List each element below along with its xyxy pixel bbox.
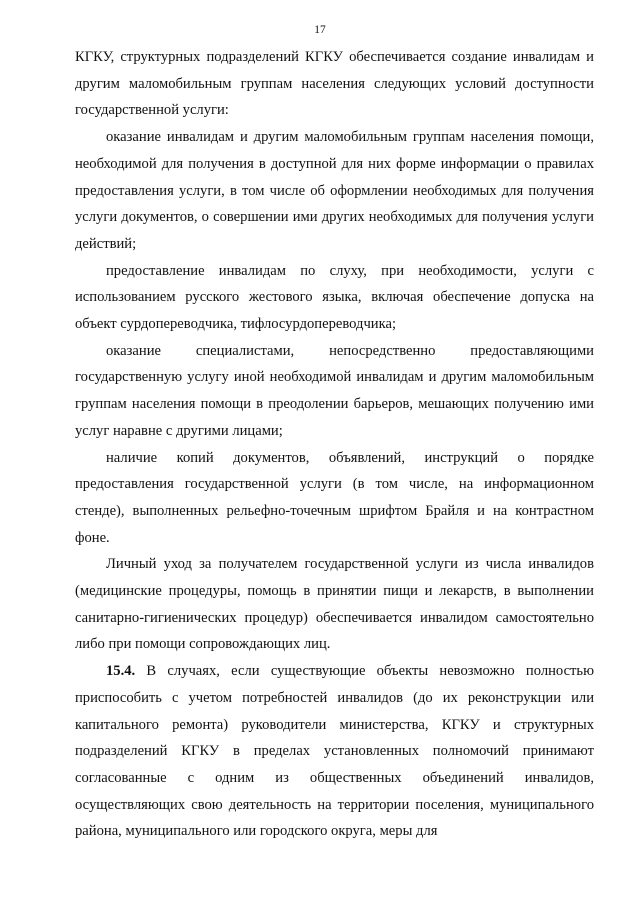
paragraph-continuation: КГКУ, структурных подразделений КГКУ обеспечивается создание инвалидам и другим маломобильным группам населения следующих условий доступности государственной услуги:: [75, 49, 594, 119]
section-number: 15.4.: [106, 663, 136, 680]
page-number: 17: [314, 24, 326, 36]
paragraph-personal-care: Личный уход за получателем государственной услуги из числа инвалидов (медицинские процедуры, помощь в принятии пищи и лекарств, в выполнении санитарно-гигиенических процедур) обеспечивается инвалидом самостоятельно либо при помощи сопровождающих лиц.: [75, 556, 594, 653]
paragraph-sign-language: предоставление инвалидам по слуху, при необходимости, услуги с использованием русского жестового языка, включая обеспечение допуска на объект сурдопереводчика, тифлосурдопереводчика;: [75, 262, 594, 333]
paragraph-braille: наличие копий документов, объявлений, инструкций о порядке предоставления государственной услуги (в том числе, на информационном стенде), выполненных рельефно-точечным шрифтом Брайля и на контрастном фоне.: [75, 449, 594, 546]
document-body: [75, 44, 594, 845]
paragraph-15-4: [75, 658, 594, 845]
paragraph-specialist-help: оказание специалистами, непосредственно предоставляющими государственную услугу иной необходимой инвалидам и другим маломобильным группам населения помощи в преодолении барьеров, мешающих получению ими услуг наравне с другими лицами;: [75, 342, 594, 439]
paragraph-assistance: оказание инвалидам и другим маломобильным группам населения помощи, необходимой для получения в доступной для них форме информации о правилах предоставления услуги, в том числе об оформлении необходимых для получения услуги документов, о совершении ими других необходимых для получения услуги действий;: [75, 129, 594, 252]
section-text: В случаях, если существующие объекты невозможно полностью приспособить с учетом потребностей инвалидов (до их реконструкции или капитального ремонта) руководители министерства, КГКУ и структурных подразделений КГКУ в пределах установленных полномочий принимают согласованные с одним из общественных объединений инвалидов, осуществляющих свою деятельность на территории поселения, муниципального района, муниципального или городского округа, меры для: [75, 663, 594, 840]
